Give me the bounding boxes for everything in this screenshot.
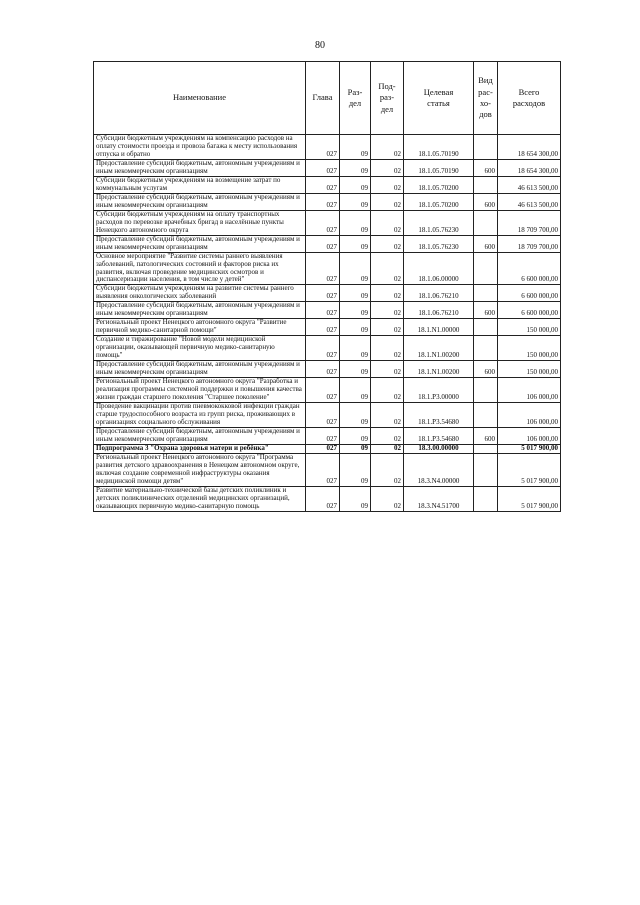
cell-section: 09	[340, 159, 371, 176]
cell-name: Создание и тиражирование "Новой модели медицинской организации, оказывающей первичную медико-санитарную помощь"	[94, 336, 306, 361]
table-row	[94, 486, 561, 511]
cell-subsection: 02	[371, 361, 404, 378]
header-target: Целевая статья	[404, 62, 474, 135]
cell-section: 09	[340, 403, 371, 428]
cell-total: 150 000,00	[498, 319, 561, 336]
cell-total: 18 709 700,00	[498, 210, 561, 235]
cell-subsection: 02	[371, 193, 404, 210]
cell-total: 5 017 900,00	[498, 453, 561, 486]
cell-chapter: 027	[306, 427, 340, 444]
cell-section: 09	[340, 486, 371, 511]
cell-name: Проведение вакцинации против пневмококковой инфекции граждан старше трудоспособного возраста из групп риска, проживающих в организациях социального обслуживания	[94, 403, 306, 428]
cell-subsection: 02	[371, 159, 404, 176]
header-name: Наименование	[94, 62, 306, 135]
cell-subsection: 02	[371, 252, 404, 285]
cell-total: 150 000,00	[498, 361, 561, 378]
cell-chapter: 027	[306, 486, 340, 511]
cell-section: 09	[340, 285, 371, 302]
cell-chapter: 027	[306, 252, 340, 285]
cell-total: 18 654 300,00	[498, 135, 561, 160]
cell-target: 18.1.N1.00200	[404, 336, 474, 361]
cell-subsection: 02	[371, 176, 404, 193]
header-total: Всего расходов	[498, 62, 561, 135]
cell-section: 09	[340, 252, 371, 285]
cell-name: Региональный проект Ненецкого автономного округа "Разработка и реализация программы системной поддержки и повышения качества жизни граждан старшего поколения "Старшее поколение"	[94, 378, 306, 403]
table-row	[94, 361, 561, 378]
cell-chapter: 027	[306, 403, 340, 428]
cell-section: 09	[340, 361, 371, 378]
cell-section: 09	[340, 427, 371, 444]
cell-section: 09	[340, 453, 371, 486]
table-row	[94, 193, 561, 210]
table-body	[94, 135, 561, 512]
cell-target: 18.1.N1.00000	[404, 319, 474, 336]
cell-name: Субсидии бюджетным учреждениям на возмещение затрат по коммунальным услугам	[94, 176, 306, 193]
header-chapter: Глава	[306, 62, 340, 135]
cell-target: 18.3.N4.00000	[404, 453, 474, 486]
cell-chapter: 027	[306, 193, 340, 210]
cell-target: 18.1.P3.54680	[404, 403, 474, 428]
cell-expense-type: 600	[474, 235, 498, 252]
table-row	[94, 210, 561, 235]
cell-section: 09	[340, 193, 371, 210]
cell-name: Основное мероприятие "Развитие системы раннего выявления заболеваний, патологических состояний и факторов риска их развития, включая проведение медицинских осмотров и диспансеризации населения, в том числе у детей"	[94, 252, 306, 285]
cell-expense-type	[474, 403, 498, 428]
cell-total: 106 000,00	[498, 403, 561, 428]
cell-total: 106 000,00	[498, 378, 561, 403]
cell-target: 18.1.05.70190	[404, 159, 474, 176]
cell-expense-type	[474, 444, 498, 453]
cell-expense-type	[474, 176, 498, 193]
cell-chapter: 027	[306, 361, 340, 378]
cell-name: Развитие материально-технической базы детских поликлиник и детских поликлинических отделений медицинских организаций, оказывающих первичную медико-санитарную помощь	[94, 486, 306, 511]
cell-expense-type: 600	[474, 159, 498, 176]
cell-expense-type	[474, 336, 498, 361]
cell-chapter: 027	[306, 302, 340, 319]
cell-section: 09	[340, 176, 371, 193]
cell-subsection: 02	[371, 453, 404, 486]
cell-section: 09	[340, 135, 371, 160]
table-row	[94, 453, 561, 486]
cell-name: Предоставление субсидий бюджетным, автономным учреждениям и иным некоммерческим организациям	[94, 193, 306, 210]
cell-expense-type	[474, 252, 498, 285]
cell-total: 18 709 700,00	[498, 235, 561, 252]
cell-expense-type: 600	[474, 361, 498, 378]
cell-section: 09	[340, 378, 371, 403]
page-number: 80	[315, 40, 325, 51]
cell-name: Предоставление субсидий бюджетным, автономным учреждениям и иным некоммерческим организациям	[94, 361, 306, 378]
cell-subsection: 02	[371, 210, 404, 235]
cell-subsection: 02	[371, 403, 404, 428]
table-row	[94, 159, 561, 176]
cell-name: Региональный проект Ненецкого автономного округа "Программа развития детского здравоохранения в Ненецком автономном округе, включая создание современной инфраструктуры оказания медицинской помощи детям"	[94, 453, 306, 486]
cell-name: Предоставление субсидий бюджетным, автономным учреждениям и иным некоммерческим организациям	[94, 159, 306, 176]
cell-expense-type	[474, 378, 498, 403]
cell-subsection: 02	[371, 336, 404, 361]
cell-subsection: 02	[371, 378, 404, 403]
table-row	[94, 235, 561, 252]
cell-chapter: 027	[306, 235, 340, 252]
cell-target: 18.3.N4.51700	[404, 486, 474, 511]
cell-chapter: 027	[306, 135, 340, 160]
cell-chapter: 027	[306, 444, 340, 453]
cell-target: 18.3.00.00000	[404, 444, 474, 453]
cell-total: 5 017 900,00	[498, 486, 561, 511]
cell-expense-type	[474, 285, 498, 302]
cell-chapter: 027	[306, 285, 340, 302]
cell-section: 09	[340, 235, 371, 252]
cell-chapter: 027	[306, 176, 340, 193]
header-subsection: Под- раз- дел	[371, 62, 404, 135]
cell-chapter: 027	[306, 319, 340, 336]
header-section: Раз- дел	[340, 62, 371, 135]
cell-expense-type: 600	[474, 427, 498, 444]
cell-subsection: 02	[371, 235, 404, 252]
cell-total: 6 600 000,00	[498, 302, 561, 319]
cell-total: 6 600 000,00	[498, 252, 561, 285]
cell-expense-type: 600	[474, 193, 498, 210]
cell-target: 18.1.05.70190	[404, 135, 474, 160]
cell-target: 18.1.P3.54680	[404, 427, 474, 444]
cell-subsection: 02	[371, 444, 404, 453]
cell-total: 18 654 300,00	[498, 159, 561, 176]
cell-name: Региональный проект Ненецкого автономного округа "Развитие первичной медико-санитарной помощи"	[94, 319, 306, 336]
cell-subsection: 02	[371, 285, 404, 302]
cell-target: 18.1.05.70200	[404, 176, 474, 193]
table-row	[94, 176, 561, 193]
cell-expense-type	[474, 319, 498, 336]
cell-target: 18.1.05.70200	[404, 193, 474, 210]
cell-section: 09	[340, 444, 371, 453]
cell-expense-type	[474, 453, 498, 486]
cell-name: Субсидии бюджетным учреждениям на оплату транспортных расходов по перевозке врачебных бригад в населённые пункты Ненецкого автономного округа	[94, 210, 306, 235]
cell-chapter: 027	[306, 159, 340, 176]
table-row	[94, 252, 561, 285]
cell-section: 09	[340, 336, 371, 361]
cell-total: 46 613 500,00	[498, 193, 561, 210]
cell-chapter: 027	[306, 210, 340, 235]
cell-total: 5 017 900,00	[498, 444, 561, 453]
table-row	[94, 378, 561, 403]
table-row	[94, 427, 561, 444]
table-row	[94, 285, 561, 302]
cell-target: 18.1.06.00000	[404, 252, 474, 285]
cell-target: 18.1.05.76230	[404, 235, 474, 252]
cell-total: 46 613 500,00	[498, 176, 561, 193]
cell-total: 106 000,00	[498, 427, 561, 444]
table-row	[94, 135, 561, 160]
cell-chapter: 027	[306, 453, 340, 486]
cell-name: Субсидии бюджетным учреждениям на компенсацию расходов на оплату стоимости проезда и провоза багажа к месту использования отпуска и обратно	[94, 135, 306, 160]
cell-name: Предоставление субсидий бюджетным, автономным учреждениям и иным некоммерческим организациям	[94, 302, 306, 319]
cell-total: 6 600 000,00	[498, 285, 561, 302]
cell-subsection: 02	[371, 427, 404, 444]
cell-target: 18.1.P3.00000	[404, 378, 474, 403]
table-row	[94, 444, 561, 453]
cell-section: 09	[340, 319, 371, 336]
table-header-row	[94, 62, 561, 135]
cell-expense-type	[474, 135, 498, 160]
table-row	[94, 319, 561, 336]
table-row	[94, 403, 561, 428]
cell-expense-type: 600	[474, 302, 498, 319]
cell-target: 18.1.06.76210	[404, 302, 474, 319]
cell-subsection: 02	[371, 486, 404, 511]
cell-target: 18.1.05.76230	[404, 210, 474, 235]
cell-subsection: 02	[371, 319, 404, 336]
cell-section: 09	[340, 210, 371, 235]
cell-target: 18.1.N1.00200	[404, 361, 474, 378]
cell-name: Субсидии бюджетным учреждениям на развитие системы раннего выявления онкологических заболеваний	[94, 285, 306, 302]
cell-section: 09	[340, 302, 371, 319]
cell-name: Подпрограмма 3 "Охрана здоровья матери и ребёнка"	[94, 444, 306, 453]
cell-name: Предоставление субсидий бюджетным, автономным учреждениям и иным некоммерческим организациям	[94, 427, 306, 444]
cell-expense-type	[474, 210, 498, 235]
cell-subsection: 02	[371, 135, 404, 160]
table-row	[94, 302, 561, 319]
cell-total: 150 000,00	[498, 336, 561, 361]
budget-table	[93, 61, 561, 512]
table-row	[94, 336, 561, 361]
cell-chapter: 027	[306, 336, 340, 361]
cell-name: Предоставление субсидий бюджетным, автономным учреждениям и иным некоммерческим организациям	[94, 235, 306, 252]
cell-expense-type	[474, 486, 498, 511]
cell-subsection: 02	[371, 302, 404, 319]
header-expense-type: Вид рас- хо- дов	[474, 62, 498, 135]
cell-chapter: 027	[306, 378, 340, 403]
cell-target: 18.1.06.76210	[404, 285, 474, 302]
